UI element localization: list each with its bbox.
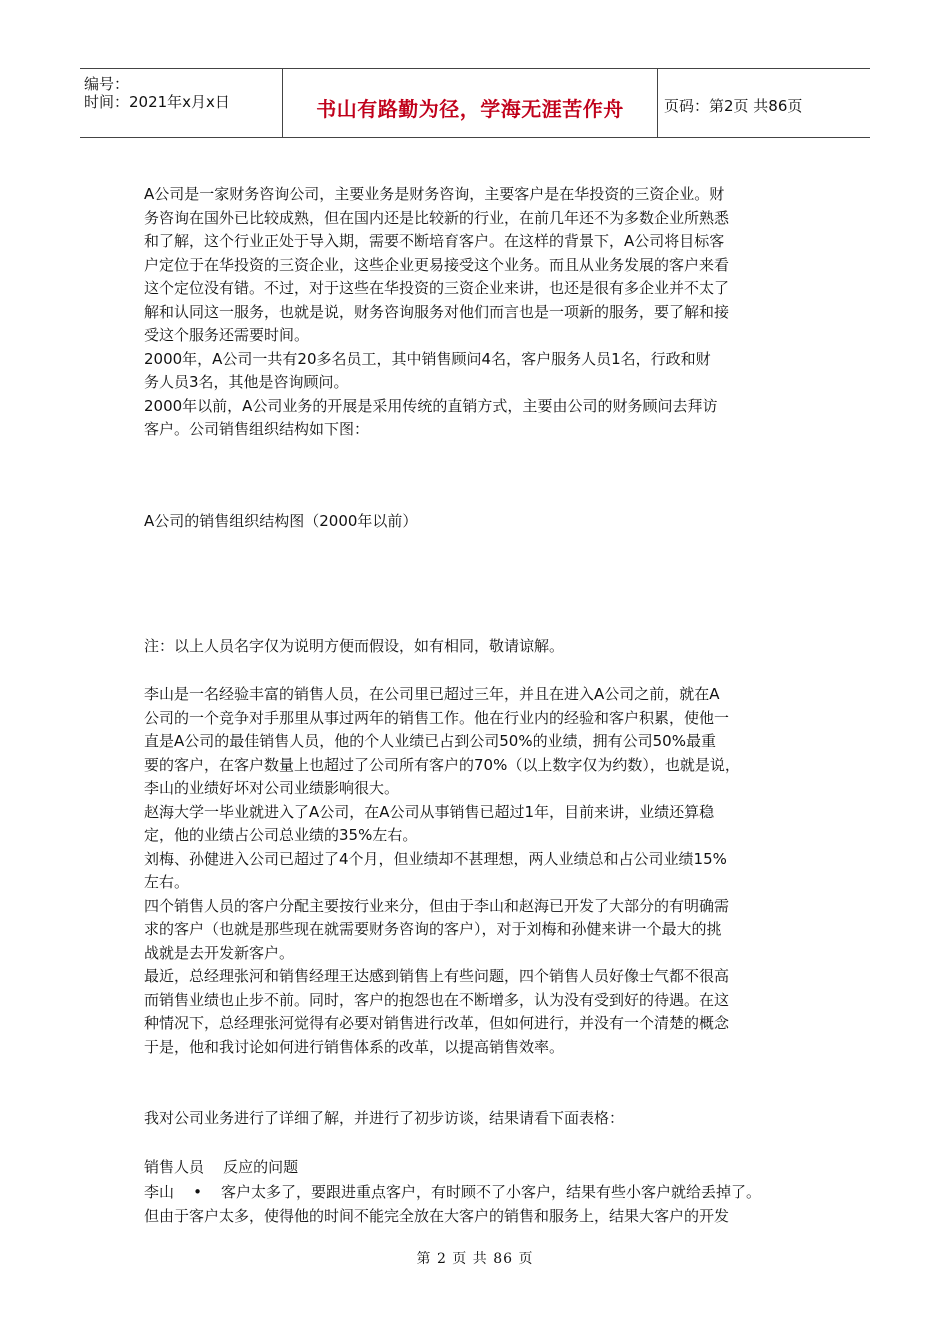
text-line: 2000年，A公司一共有20多名员工，其中销售顾问4名，客户服务人员1名，行政和财	[144, 349, 711, 368]
text-line: 刘梅、孙健进入公司已超过了4个月，但业绩却不甚理想，两人业绩总和占公司业绩15%	[144, 849, 727, 868]
header-page-cell	[658, 69, 870, 137]
figure-caption: A公司的销售组织结构图（2000年以前）	[144, 512, 418, 530]
page-header	[80, 68, 870, 138]
text-line: 李山是一名经验丰富的销售人员，在公司里已超过三年，并且在进入A公司之前，就在A	[144, 685, 720, 703]
paragraph-zhaohai	[144, 801, 820, 848]
paragraph-recent-problems	[144, 965, 820, 1059]
text-line: 四个销售人员的客户分配主要按行业来分，但由于李山和赵海已开发了大部分的有明确需	[144, 896, 730, 915]
text-line: 受这个服务还需要时间。	[144, 326, 310, 344]
text-line: 但由于客户太多，使得他的时间不能完全放在大客户的销售和服务上，结果大客户的开发	[144, 1206, 730, 1225]
paragraph-liumei-sunjian	[144, 848, 820, 895]
text-line: A公司是一家财务咨询公司，主要业务是财务咨询，主要客户是在华投资的三资企业。财	[144, 185, 725, 203]
header-meta-cell	[80, 69, 283, 137]
text-line: 种情况下，总经理张河觉得有必要对销售进行改革，但如何进行，并没有一个清楚的概念	[144, 1014, 730, 1032]
intro-section	[144, 183, 820, 442]
text-line: 而销售业绩也止步不前。同时，客户的抱怨也在不断增多，认为没有受到好的待遇。在这	[144, 990, 730, 1009]
paragraph-sales-method	[144, 395, 820, 442]
header-motto: 书山有路勤为径，学海无涯苦作舟	[316, 97, 624, 121]
text-line: 左右。	[144, 873, 190, 891]
text-line: 客户。公司销售组织结构如下图：	[144, 420, 370, 438]
document-time-label: 时间：2021年x月x日	[84, 93, 230, 111]
text-line: 李山 • 客户太多了，要跟进重点客户，有时顾不了小客户，结果有些小客户就给丢掉了。	[144, 1183, 761, 1201]
paragraph-company-intro	[144, 183, 820, 348]
text-line: 于是，他和我讨论如何进行销售体系的改革，以提高销售效率。	[144, 1037, 565, 1056]
document-number-label: 编号：	[84, 75, 130, 93]
text-line: 2000年以前，A公司业务的开展是采用传统的直销方式，主要由公司的财务顾问去拜访	[144, 396, 718, 415]
paragraph-lishan	[144, 683, 820, 801]
header-page-code: 页码：第2页 共86页	[664, 97, 803, 115]
text-line: 直是A公司的最佳销售人员，他的个人业绩已占到公司50%的业绩，拥有公司50%最重	[144, 732, 716, 750]
text-line: 户定位于在华投资的三资企业，这些企业更易接受这个业务。而且从业务发展的客户来看	[144, 255, 730, 274]
table-intro-text: 我对公司业务进行了详细了解，并进行了初步访谈，结果请看下面表格：	[144, 1109, 625, 1127]
text-line: 和了解，这个行业正处于导入期，需要不断培育客户。在这样的背景下，A公司将目标客	[144, 232, 725, 250]
note-text: 注：以上人员名字仅为说明方便而假设，如有相同，敬请谅解。	[144, 637, 565, 655]
text-line: 公司的一个竞争对手那里从事过两年的销售工作。他在行业内的经验和客户积累，使他一	[144, 708, 730, 727]
table-row-lishan	[144, 1181, 820, 1228]
header-motto-cell	[283, 69, 658, 137]
table-header-row: 销售人员 反应的问题	[144, 1158, 299, 1176]
text-line: 解和认同这一服务，也就是说，财务咨询服务对他们而言也是一项新的服务，要了解和接	[144, 302, 730, 321]
text-line: 务人员3名，其他是咨询顾问。	[144, 373, 349, 391]
text-line: 要的客户，在客户数量上也超过了公司所有客户的70%（以上数字仅为约数），也就是说，	[144, 755, 740, 774]
paragraph-customer-allocation	[144, 895, 820, 966]
text-line: 战就是去开发新客户。	[144, 943, 295, 962]
text-line: 赵海大学一毕业就进入了A公司，在A公司从事销售已超过1年，目前来讲，业绩还算稳	[144, 802, 715, 821]
text-line: 务咨询在国外已比较成熟，但在国内还是比较新的行业，在前几年还不为多数企业所熟悉	[144, 208, 730, 227]
text-line: 求的客户（也就是那些现在就需要财务咨询的客户），对于刘梅和孙健来讲一个最大的挑	[144, 920, 722, 938]
text-line: 定，他的业绩占公司总业绩的35%左右。	[144, 826, 418, 844]
text-line: 这个定位没有错。不过，对于这些在华投资的三资企业来讲，也还是很有多企业并不太了	[144, 279, 730, 297]
sales-staff-section	[144, 683, 820, 1059]
page-footer: 第 2 页 共 86 页	[416, 1251, 534, 1267]
text-line: 最近，总经理张河和销售经理王达感到销售上有些问题，四个销售人员好像士气都不很高	[144, 967, 730, 985]
paragraph-staff	[144, 348, 820, 395]
text-line: 李山的业绩好坏对公司业绩影响很大。	[144, 779, 400, 797]
